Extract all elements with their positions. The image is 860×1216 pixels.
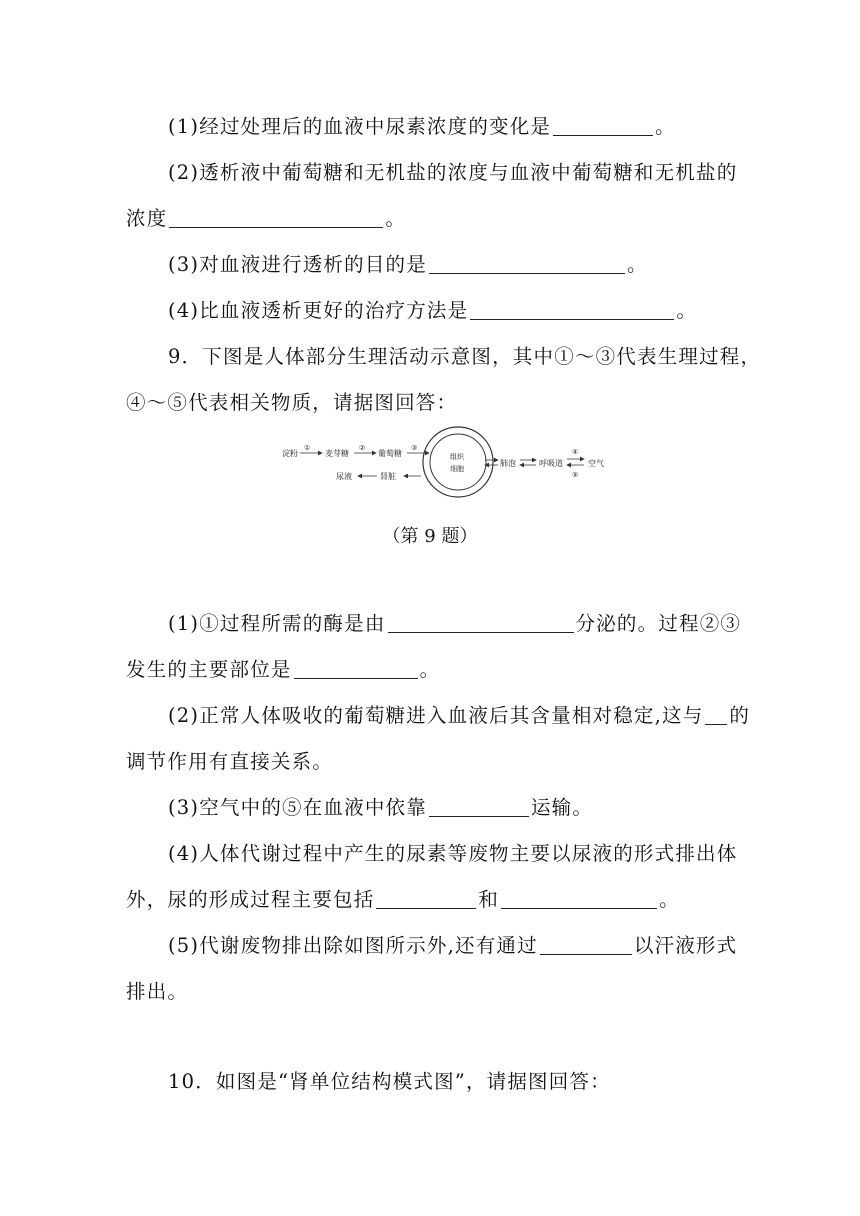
kidney-label: 肾脏 [380,472,396,481]
answer-blank[interactable] [553,115,653,136]
blood-circle [423,427,493,497]
tissue-cell-circle [430,434,486,490]
q8-part2-line1: (2)透析液中葡萄糖和无机盐的浓度与血液中葡萄糖和无机盐的 [168,161,738,184]
q9-part2-line2: 调节作用有直接关系。 [126,750,334,773]
step2-label: ② [359,444,366,452]
answer-blank[interactable] [540,934,632,955]
answer-blank[interactable] [501,888,657,909]
q8-part1: (1)经过处理后的血液中尿素浓度的变化是 。 [168,115,676,138]
answer-blank[interactable] [429,796,529,817]
air-label: 空气 [588,459,604,468]
answer-blank[interactable] [388,612,574,633]
q9-stem-line1: 9．下图是人体部分生理活动示意图，其中①～③代表生理过程， [168,345,762,368]
q9-part1-line1: (1)①过程所需的酶是由 分泌的。过程②③ [168,612,742,635]
q9-part3: (3)空气中的⑤在血液中依靠 运输。 [168,796,594,819]
q8-part3: (3)对血液进行透析的目的是 。 [168,253,648,276]
answer-blank[interactable] [376,888,476,909]
answer-blank[interactable] [169,207,383,228]
answer-blank[interactable] [429,253,625,274]
answer-blank[interactable] [294,658,418,679]
glucose-label: 葡萄糖 [378,449,402,458]
urine-label: 尿液 [336,472,352,481]
alveoli-label: 肺泡 [500,459,516,468]
airway-label: 呼吸道 [539,459,563,468]
q9-part4-line1: (4)人体代谢过程中产生的尿素等废物主要以尿液的形式排出体 [168,842,738,865]
q9-part5-line2: 排出。 [126,980,189,1003]
q9-part1-line2: 发生的主要部位是 。 [126,658,441,681]
substance5-label: ⑤ [572,471,579,479]
figure-caption: （第 9 题） [382,526,478,547]
q9-stem-line2: ④～⑤代表相关物质，请据图回答： [126,391,458,414]
q9-part5-line1: (5)代谢废物排出除如图所示外,还有通过 以汗液形式 [168,934,738,957]
q8-part4: (4)比血液透析更好的治疗方法是 。 [168,299,698,322]
step3-label: ③ [411,444,418,452]
physiology-diagram [280,426,620,506]
maltose-label: 麦芽糖 [325,449,349,458]
starch-label: 淀粉 [282,449,298,458]
cell-label-line1: 组织 [450,453,464,461]
answer-blank[interactable] [470,299,674,320]
step1-label: ① [304,444,311,452]
q10-stem: 10．如图是“肾单位结构模式图”，请据图回答： [168,1070,611,1093]
q9-part4-line2: 外，尿的形成过程主要包括 和 。 [126,888,680,911]
answer-blank[interactable] [705,704,727,725]
cell-label-line2: 细胞 [450,465,464,473]
substance4-label: ④ [572,448,579,456]
q8-p1-text: (1)经过处理后的血液中尿素浓度的变化是 [168,115,552,138]
q9-part2-line1: (2)正常人体吸收的葡萄糖进入血液后其含量相对稳定,这与 的 [168,704,751,727]
q8-part2-line2: 浓度 。 [126,207,407,230]
